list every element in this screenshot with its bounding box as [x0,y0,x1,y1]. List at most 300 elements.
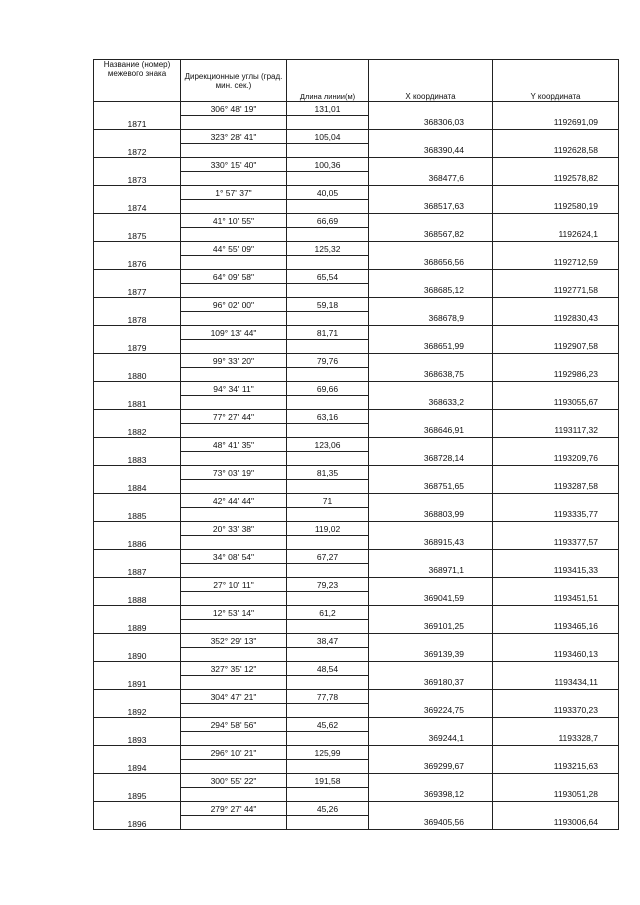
name-spacer [94,382,181,396]
segment-row [94,438,619,452]
x-spacer [369,690,493,704]
name-spacer [94,186,181,200]
point-row [94,620,619,634]
name-spacer [94,298,181,312]
point-name: 1892 [94,704,181,718]
y-coordinate: 1192986,23 [493,368,619,382]
y-coordinate: 1193434,11 [493,676,619,690]
line-length: 125,99 [287,746,369,760]
direction-angle: 352° 29' 13" [181,634,287,648]
angle-spacer [181,564,287,578]
y-spacer [493,718,619,732]
angle-spacer [181,480,287,494]
name-spacer [94,438,181,452]
line-length: 191,58 [287,774,369,788]
length-spacer [287,256,369,270]
point-name: 1887 [94,564,181,578]
x-spacer [369,130,493,144]
y-spacer [493,438,619,452]
y-spacer [493,102,619,116]
y-coordinate: 1193451,51 [493,592,619,606]
x-coordinate: 369139,39 [369,648,493,662]
length-spacer [287,592,369,606]
segment-row [94,690,619,704]
y-spacer [493,662,619,676]
point-name: 1894 [94,760,181,774]
point-name: 1882 [94,424,181,438]
name-spacer [94,718,181,732]
direction-angle: 109° 13' 44" [181,326,287,340]
y-coordinate: 1193415,33 [493,564,619,578]
length-spacer [287,480,369,494]
direction-angle: 99° 33' 20" [181,354,287,368]
angle-spacer [181,732,287,746]
direction-angle: 73° 03' 19" [181,466,287,480]
point-name: 1875 [94,228,181,242]
direction-angle: 64° 09' 58" [181,270,287,284]
x-spacer [369,298,493,312]
line-length: 123,06 [287,438,369,452]
line-length: 66,69 [287,214,369,228]
angle-spacer [181,704,287,718]
direction-angle: 96° 02' 00" [181,298,287,312]
point-row [94,592,619,606]
segment-row [94,522,619,536]
name-spacer [94,354,181,368]
y-spacer [493,410,619,424]
length-spacer [287,228,369,242]
length-spacer [287,788,369,802]
x-spacer [369,634,493,648]
x-coordinate: 368915,43 [369,536,493,550]
direction-angle: 304° 47' 21" [181,690,287,704]
point-name: 1895 [94,788,181,802]
segment-row [94,578,619,592]
line-length: 79,23 [287,578,369,592]
direction-angle: 94° 34' 11" [181,382,287,396]
length-spacer [287,200,369,214]
y-coordinate: 1192580,19 [493,200,619,214]
angle-spacer [181,200,287,214]
y-coordinate: 1193215,63 [493,760,619,774]
segment-row [94,130,619,144]
direction-angle: 41° 10' 55" [181,214,287,228]
y-coordinate: 1193051,28 [493,788,619,802]
name-spacer [94,270,181,284]
segment-row [94,774,619,788]
y-spacer [493,354,619,368]
point-name: 1885 [94,508,181,522]
line-length: 119,02 [287,522,369,536]
direction-angle: 77° 27' 44" [181,410,287,424]
point-row [94,256,619,270]
boundary-coordinates-table [93,59,619,830]
name-spacer [94,578,181,592]
point-row [94,480,619,494]
x-spacer [369,494,493,508]
x-spacer [369,242,493,256]
length-spacer [287,396,369,410]
segment-row [94,326,619,340]
point-name: 1884 [94,480,181,494]
angle-spacer [181,648,287,662]
x-spacer [369,354,493,368]
angle-spacer [181,676,287,690]
header-angles: Дирекционные углы (град. мин. сек.) [181,60,287,102]
length-spacer [287,424,369,438]
y-coordinate: 1193287,58 [493,480,619,494]
point-row [94,228,619,242]
y-coordinate: 1192691,09 [493,116,619,130]
x-coordinate: 368633,2 [369,396,493,410]
y-coordinate: 1192830,43 [493,312,619,326]
direction-angle: 323° 28' 41" [181,130,287,144]
point-row [94,704,619,718]
header-length: Длина линии(м) [287,60,369,102]
point-row [94,564,619,578]
header-x: X координата [369,60,493,102]
segment-row [94,158,619,172]
direction-angle: 330° 15' 40" [181,158,287,172]
name-spacer [94,214,181,228]
y-spacer [493,690,619,704]
point-row [94,368,619,382]
name-spacer [94,466,181,480]
length-spacer [287,116,369,130]
y-coordinate: 1193370,23 [493,704,619,718]
direction-angle: 1° 57' 37" [181,186,287,200]
line-length: 48,54 [287,662,369,676]
point-row [94,452,619,466]
length-spacer [287,704,369,718]
x-coordinate: 369180,37 [369,676,493,690]
y-coordinate: 1193328,7 [493,732,619,746]
length-spacer [287,648,369,662]
y-coordinate: 1192628,58 [493,144,619,158]
length-spacer [287,816,369,830]
x-spacer [369,606,493,620]
segment-row [94,550,619,564]
x-coordinate: 369299,67 [369,760,493,774]
segment-row [94,606,619,620]
length-spacer [287,536,369,550]
segment-row [94,354,619,368]
point-row [94,536,619,550]
angle-spacer [181,368,287,382]
x-coordinate: 368477,6 [369,172,493,186]
direction-angle: 294° 58' 56" [181,718,287,732]
length-spacer [287,172,369,186]
y-spacer [493,186,619,200]
angle-spacer [181,452,287,466]
line-length: 77,78 [287,690,369,704]
line-length: 59,18 [287,298,369,312]
length-spacer [287,144,369,158]
point-row [94,284,619,298]
angle-spacer [181,424,287,438]
angle-spacer [181,312,287,326]
line-length: 100,36 [287,158,369,172]
angle-spacer [181,228,287,242]
x-spacer [369,270,493,284]
segment-row [94,382,619,396]
point-name: 1888 [94,592,181,606]
point-name: 1881 [94,396,181,410]
y-spacer [493,326,619,340]
segment-row [94,802,619,816]
point-row [94,732,619,746]
line-length: 61,2 [287,606,369,620]
x-coordinate: 368751,65 [369,480,493,494]
y-spacer [493,298,619,312]
y-spacer [493,270,619,284]
x-coordinate: 368638,75 [369,368,493,382]
angle-spacer [181,144,287,158]
y-spacer [493,522,619,536]
line-length: 71 [287,494,369,508]
y-spacer [493,242,619,256]
length-spacer [287,284,369,298]
x-coordinate: 368517,63 [369,200,493,214]
x-coordinate: 368646,91 [369,424,493,438]
x-coordinate: 369224,75 [369,704,493,718]
point-name: 1880 [94,368,181,382]
y-spacer [493,578,619,592]
y-spacer [493,466,619,480]
x-spacer [369,774,493,788]
length-spacer [287,312,369,326]
line-length: 81,35 [287,466,369,480]
direction-angle: 279° 27' 44" [181,802,287,816]
point-name: 1878 [94,312,181,326]
segment-row [94,186,619,200]
direction-angle: 327° 35' 12" [181,662,287,676]
line-length: 38,47 [287,634,369,648]
x-spacer [369,550,493,564]
point-row [94,312,619,326]
angle-spacer [181,620,287,634]
point-name: 1889 [94,620,181,634]
x-coordinate: 368803,99 [369,508,493,522]
x-coordinate: 368567,82 [369,228,493,242]
x-coordinate: 369244,1 [369,732,493,746]
name-spacer [94,158,181,172]
name-spacer [94,242,181,256]
segment-row [94,634,619,648]
length-spacer [287,508,369,522]
y-spacer [493,130,619,144]
length-spacer [287,676,369,690]
y-spacer [493,550,619,564]
point-name: 1886 [94,536,181,550]
length-spacer [287,340,369,354]
angle-spacer [181,116,287,130]
x-coordinate: 369101,25 [369,620,493,634]
length-spacer [287,368,369,382]
x-spacer [369,718,493,732]
line-length: 125,32 [287,242,369,256]
segment-row [94,102,619,116]
y-spacer [493,774,619,788]
name-spacer [94,410,181,424]
y-coordinate: 1192624,1 [493,228,619,242]
x-spacer [369,522,493,536]
x-coordinate: 368728,14 [369,452,493,466]
point-name: 1872 [94,144,181,158]
line-length: 131,01 [287,102,369,116]
point-name: 1890 [94,648,181,662]
point-name: 1873 [94,172,181,186]
name-spacer [94,102,181,116]
x-spacer [369,746,493,760]
length-spacer [287,564,369,578]
angle-spacer [181,284,287,298]
point-row [94,424,619,438]
x-coordinate: 369405,56 [369,816,493,830]
name-spacer [94,606,181,620]
x-spacer [369,186,493,200]
x-spacer [369,102,493,116]
name-spacer [94,522,181,536]
point-name: 1896 [94,816,181,830]
point-name: 1874 [94,200,181,214]
name-spacer [94,774,181,788]
x-coordinate: 368971,1 [369,564,493,578]
length-spacer [287,620,369,634]
name-spacer [94,326,181,340]
direction-angle: 34° 08' 54" [181,550,287,564]
segment-row [94,270,619,284]
y-spacer [493,802,619,816]
x-spacer [369,410,493,424]
y-coordinate: 1193117,32 [493,424,619,438]
line-length: 45,26 [287,802,369,816]
segment-row [94,214,619,228]
point-name: 1883 [94,452,181,466]
x-spacer [369,578,493,592]
y-spacer [493,494,619,508]
x-coordinate: 369398,12 [369,788,493,802]
point-name: 1871 [94,116,181,130]
point-row [94,144,619,158]
y-coordinate: 1192771,58 [493,284,619,298]
header-name: Название (номер) межевого знака [94,60,181,102]
angle-spacer [181,508,287,522]
direction-angle: 20° 33' 38" [181,522,287,536]
x-spacer [369,158,493,172]
name-spacer [94,802,181,816]
segment-row [94,466,619,480]
x-coordinate: 368685,12 [369,284,493,298]
y-spacer [493,634,619,648]
point-row [94,396,619,410]
y-coordinate: 1193006,64 [493,816,619,830]
y-spacer [493,158,619,172]
table-body [94,102,619,830]
x-coordinate: 368651,99 [369,340,493,354]
line-length: 45,62 [287,718,369,732]
direction-angle: 48° 41' 35" [181,438,287,452]
segment-row [94,718,619,732]
name-spacer [94,746,181,760]
y-coordinate: 1193209,76 [493,452,619,466]
angle-spacer [181,816,287,830]
point-name: 1891 [94,676,181,690]
y-coordinate: 1193335,77 [493,508,619,522]
segment-row [94,746,619,760]
line-length: 105,04 [287,130,369,144]
x-spacer [369,662,493,676]
angle-spacer [181,760,287,774]
angle-spacer [181,340,287,354]
angle-spacer [181,592,287,606]
angle-spacer [181,788,287,802]
name-spacer [94,130,181,144]
point-row [94,676,619,690]
line-length: 69,66 [287,382,369,396]
direction-angle: 27° 10' 11" [181,578,287,592]
point-row [94,816,619,830]
point-name: 1877 [94,284,181,298]
point-row [94,648,619,662]
x-coordinate: 369041,59 [369,592,493,606]
y-spacer [493,606,619,620]
point-name: 1879 [94,340,181,354]
y-coordinate: 1193460,13 [493,648,619,662]
y-coordinate: 1193377,57 [493,536,619,550]
angle-spacer [181,256,287,270]
direction-angle: 306° 48' 19" [181,102,287,116]
y-spacer [493,214,619,228]
x-spacer [369,326,493,340]
line-length: 81,71 [287,326,369,340]
point-name: 1876 [94,256,181,270]
point-row [94,760,619,774]
y-coordinate: 1192907,58 [493,340,619,354]
name-spacer [94,634,181,648]
angle-spacer [181,172,287,186]
direction-angle: 296° 10' 21" [181,746,287,760]
direction-angle: 300° 55' 22" [181,774,287,788]
x-spacer [369,214,493,228]
table-header-row [94,60,619,102]
y-coordinate: 1193055,67 [493,396,619,410]
point-row [94,508,619,522]
length-spacer [287,452,369,466]
header-y: Y координата [493,60,619,102]
point-row [94,788,619,802]
name-spacer [94,662,181,676]
x-coordinate: 368390,44 [369,144,493,158]
x-coordinate: 368306,03 [369,116,493,130]
name-spacer [94,550,181,564]
x-coordinate: 368678,9 [369,312,493,326]
y-coordinate: 1192712,59 [493,256,619,270]
x-spacer [369,382,493,396]
direction-angle: 42° 44' 44" [181,494,287,508]
line-length: 63,16 [287,410,369,424]
y-coordinate: 1193465,16 [493,620,619,634]
line-length: 65,54 [287,270,369,284]
angle-spacer [181,396,287,410]
segment-row [94,494,619,508]
name-spacer [94,690,181,704]
angle-spacer [181,536,287,550]
direction-angle: 44° 55' 09" [181,242,287,256]
line-length: 40,05 [287,186,369,200]
point-row [94,116,619,130]
point-row [94,172,619,186]
